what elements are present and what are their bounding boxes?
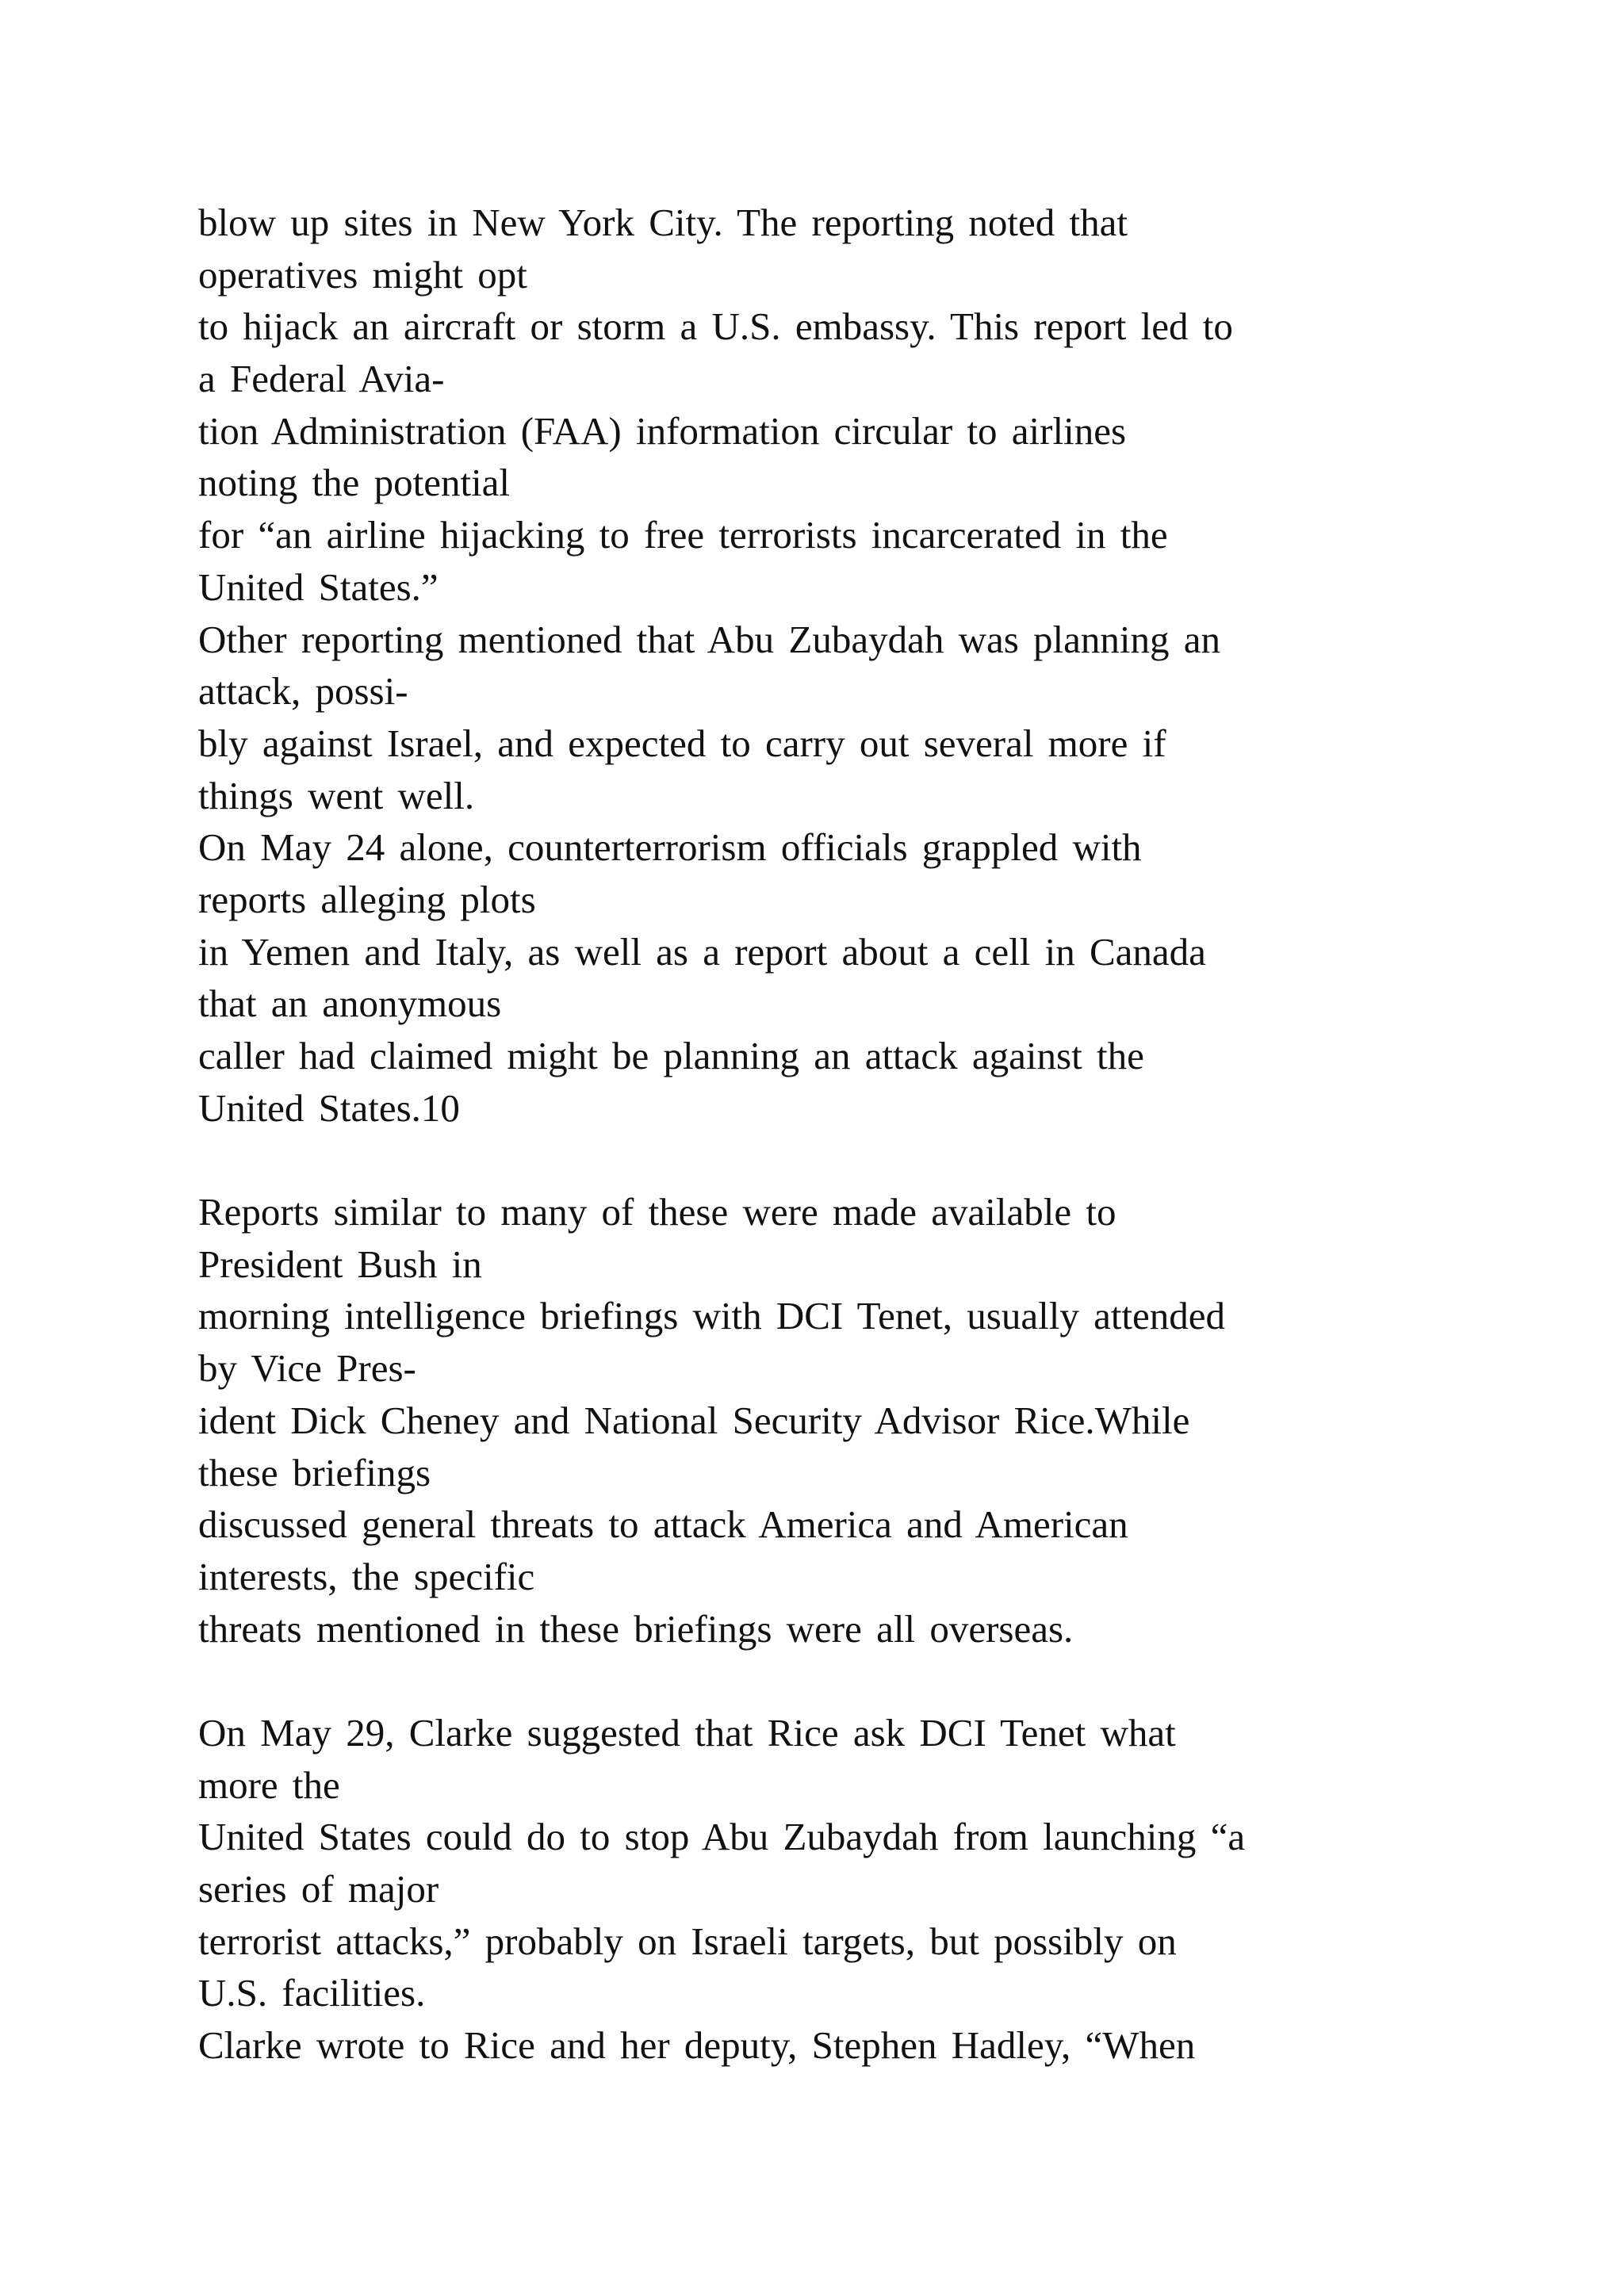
text-line: by Vice Pres- xyxy=(198,1346,416,1391)
text-line: to hijack an aircraft or storm a U.S. embassy. This report led to xyxy=(198,304,1233,349)
paragraph-2 xyxy=(198,1186,1467,1655)
text-line: reports alleging plots xyxy=(198,877,536,921)
text-line: terrorist attacks,” probably on Israeli targets, but possibly on xyxy=(198,1919,1177,1963)
paragraph-gap xyxy=(198,1655,1467,1707)
text-line: Other reporting mentioned that Abu Zubaydah was planning an xyxy=(198,617,1221,661)
text-line: a Federal Avia- xyxy=(198,357,445,401)
text-line: caller had claimed might be planning an attack against the xyxy=(198,1034,1144,1077)
text-line: U.S. facilities. xyxy=(198,1971,426,2015)
text-line: United States.” xyxy=(198,564,439,609)
text-line: in Yemen and Italy, as well as a report about a cell in Canada xyxy=(198,929,1206,974)
text-line: blow up sites in New York City. The reporting noted that xyxy=(198,201,1128,244)
text-line: ident Dick Cheney and National Security Advisor Rice.While xyxy=(198,1398,1190,1442)
text-line: series of major xyxy=(198,1867,439,1911)
text-line: On May 24 alone, counterterrorism officials grappled with xyxy=(198,825,1142,870)
text-line: attack, possi- xyxy=(198,669,408,714)
paragraph-3 xyxy=(198,1707,1467,2072)
text-line: these briefings xyxy=(198,1450,431,1494)
text-line: Clarke wrote to Rice and her deputy, Stephen Hadley, “When xyxy=(198,2023,1196,2068)
text-line: President Bush in xyxy=(198,1242,482,1286)
paragraph-1 xyxy=(198,197,1467,1134)
text-line: interests, the specific xyxy=(198,1554,535,1598)
text-line: operatives might opt xyxy=(198,252,527,297)
text-line: that an anonymous xyxy=(198,982,502,1026)
text-line: more the xyxy=(198,1762,340,1807)
paragraph-gap xyxy=(198,1134,1467,1186)
text-line: discussed general threats to attack America and American xyxy=(198,1502,1128,1547)
body-text xyxy=(198,197,1467,2072)
text-line: bly against Israel, and expected to carry out several more if xyxy=(198,721,1166,765)
text-line: United States could do to stop Abu Zubaydah from launching “a xyxy=(198,1815,1246,1859)
text-line: threats mentioned in these briefings were all overseas. xyxy=(198,1606,1074,1651)
text-line: for “an airline hijacking to free terrorists incarcerated in the xyxy=(198,513,1168,557)
text-line: things went well. xyxy=(198,773,475,817)
text-line: morning intelligence briefings with DCI Tenet, usually attended xyxy=(198,1294,1226,1338)
text-line: Reports similar to many of these were made available to xyxy=(198,1190,1116,1234)
text-line: United States.10 xyxy=(198,1085,460,1130)
text-line: tion Administration (FAA) information circular to airlines xyxy=(198,408,1127,453)
text-line: noting the potential xyxy=(198,461,511,505)
text-line: On May 29, Clarke suggested that Rice ask DCI Tenet what xyxy=(198,1710,1176,1755)
